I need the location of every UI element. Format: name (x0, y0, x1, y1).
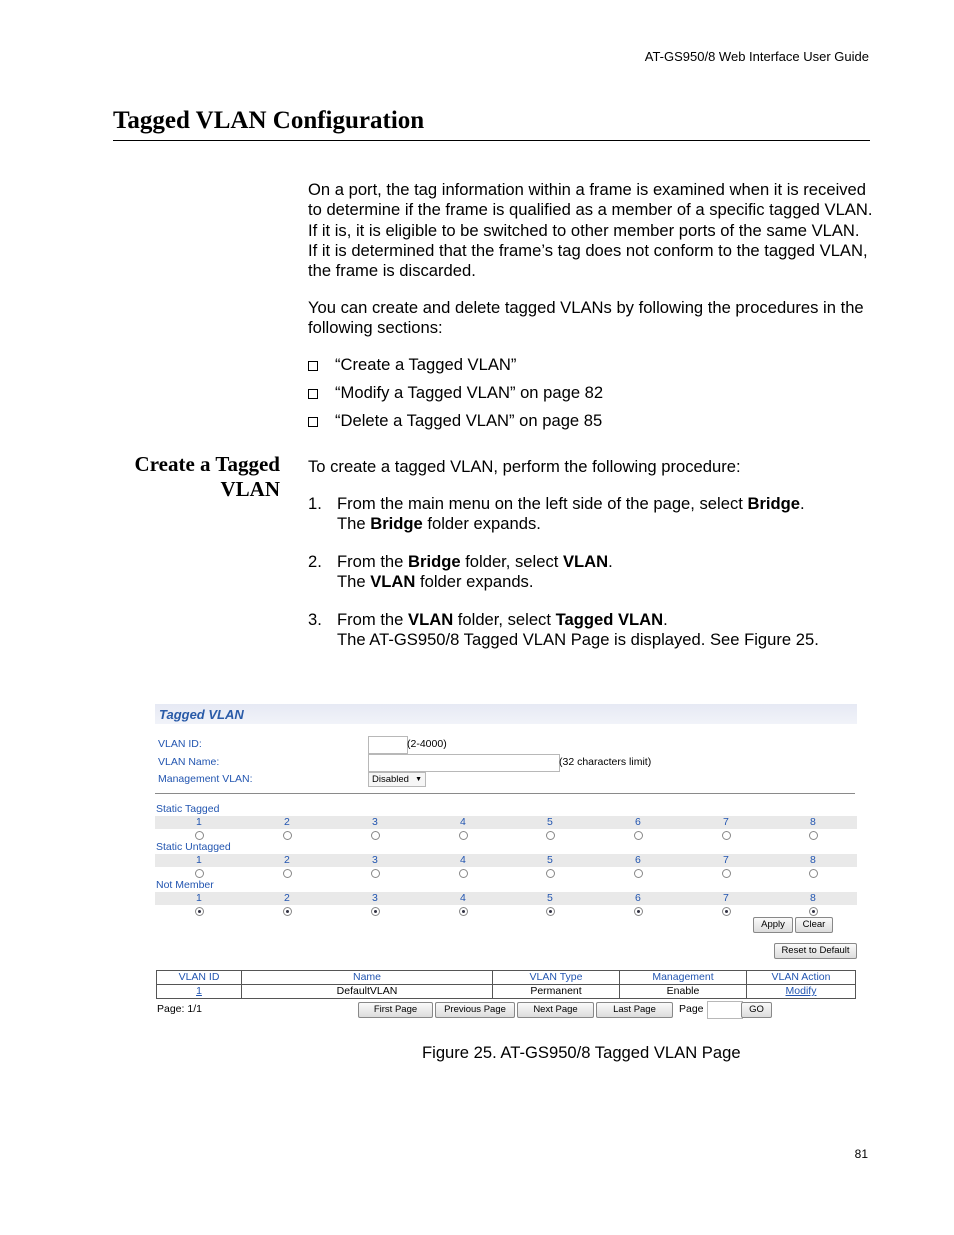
port-radio-button[interactable] (459, 869, 468, 878)
vlan-name-input[interactable] (368, 754, 560, 772)
port-number: 2 (284, 854, 290, 866)
vlan-name-label: VLAN Name: (158, 756, 220, 768)
subsection-title (90, 452, 280, 502)
clear-button[interactable]: Clear (795, 917, 833, 933)
vlan-action-cell[interactable] (747, 985, 856, 999)
port-number: 6 (635, 854, 641, 866)
port-radio-button[interactable] (195, 869, 204, 878)
previous-page-button[interactable]: Previous Page (435, 1002, 515, 1018)
apply-button[interactable]: Apply (753, 917, 793, 933)
intro-paragraph: On a port, the tag information within a frame is examined when it is received to determine if the frame is qualified as a member of a specific tagged VLAN. If it is, it is eligible to be switched to other member ports of the same VLAN. If it is determined that the frame’s tag does not conform to the tagged VLAN, the frame is discarded. (308, 180, 873, 281)
bullet-item (308, 411, 602, 431)
step-text: The (337, 572, 371, 592)
step-bold: Bridge (747, 494, 801, 513)
bullet-item (308, 383, 603, 403)
port-radio-button[interactable] (371, 831, 380, 840)
page-number-input[interactable] (707, 1001, 743, 1019)
port-radio-button[interactable] (283, 831, 292, 840)
go-button[interactable]: GO (741, 1002, 772, 1018)
management-vlan-label: Management VLAN: (158, 773, 253, 785)
step-text: From the (337, 610, 409, 629)
port-radio-button[interactable] (195, 907, 204, 916)
modify-link[interactable]: Modify (785, 985, 817, 997)
vlan-id-hint: (2-4000) (407, 738, 447, 750)
port-number: 4 (460, 816, 466, 828)
port-number: 6 (635, 816, 641, 828)
port-number: 6 (635, 892, 641, 904)
port-radio-button[interactable] (283, 869, 292, 878)
divider (155, 793, 855, 794)
step-text: folder, select (453, 610, 556, 629)
title-rule (113, 140, 870, 141)
step-bold: VLAN (408, 610, 454, 629)
column-header: VLAN Action (747, 971, 856, 985)
bullet-text: “Modify a Tagged VLAN” on page 82 (335, 383, 604, 402)
port-number: 1 (196, 892, 202, 904)
table-header-row (157, 971, 856, 985)
bullet-text: “Create a Tagged VLAN” (335, 355, 517, 374)
port-radio-button[interactable] (459, 831, 468, 840)
panel-header (155, 704, 857, 724)
static-tagged-port-row (155, 816, 857, 829)
column-header: Name (242, 971, 493, 985)
checkbox-bullet-icon (308, 417, 318, 427)
port-number: 7 (723, 816, 729, 828)
figure-caption: Figure 25. AT-GS950/8 Tagged VLAN Page (422, 1043, 741, 1062)
step-text: The (337, 514, 371, 534)
step-text: . (608, 552, 613, 571)
running-header: AT-GS950/8 Web Interface User Guide (644, 49, 869, 64)
port-number: 5 (547, 892, 553, 904)
port-number: 1 (196, 816, 202, 828)
bullet-text: “Delete a Tagged VLAN” on page 85 (335, 411, 603, 430)
next-page-button[interactable]: Next Page (517, 1002, 594, 1018)
not-member-port-row (155, 892, 857, 905)
port-radio-button[interactable] (722, 831, 731, 840)
port-radio-button[interactable] (634, 869, 643, 878)
step-text: . (663, 610, 668, 629)
port-number: 8 (810, 816, 816, 828)
step-text: . (800, 494, 805, 513)
vlan-table (156, 970, 856, 999)
column-header: Management (620, 971, 747, 985)
port-radio-button[interactable] (634, 831, 643, 840)
name-cell: DefaultVLAN (242, 985, 493, 999)
vlan-id-cell[interactable] (157, 985, 242, 999)
step-text: From the main menu on the left side of the page, select (337, 494, 748, 513)
port-number: 8 (810, 892, 816, 904)
step-text: folder expands. (422, 514, 541, 534)
step-2 (308, 552, 613, 593)
port-number: 2 (284, 816, 290, 828)
port-radio-button[interactable] (809, 831, 818, 840)
port-radio-button[interactable] (722, 869, 731, 878)
step-bold: VLAN (370, 572, 416, 592)
vlan-type-cell: Permanent (493, 985, 620, 999)
subsection-title-line2: VLAN (220, 477, 280, 501)
last-page-button[interactable]: Last Page (596, 1002, 673, 1018)
procedures-paragraph: You can create and delete tagged VLANs by following the procedures in the following sections: (308, 298, 864, 338)
dropdown-arrow-icon: ▼ (415, 776, 422, 783)
port-number: 5 (547, 854, 553, 866)
port-radio-button[interactable] (283, 907, 292, 916)
port-radio-button[interactable] (546, 907, 555, 916)
step-text: folder expands. (415, 572, 534, 592)
step-text: The AT-GS950/8 Tagged VLAN Page is displayed. See Figure 25. (337, 630, 819, 650)
section-title: Tagged VLAN Configuration (113, 107, 425, 134)
step-number: 1. (308, 494, 322, 513)
step-number: 3. (308, 610, 322, 629)
port-radio-button[interactable] (809, 869, 818, 878)
port-number: 7 (723, 854, 729, 866)
port-radio-button[interactable] (371, 869, 380, 878)
checkbox-bullet-icon (308, 361, 318, 371)
checkbox-bullet-icon (308, 389, 318, 399)
step-bold: Bridge (370, 514, 423, 534)
port-radio-button[interactable] (546, 831, 555, 840)
management-vlan-select[interactable] (368, 772, 426, 787)
column-header: VLAN ID (157, 971, 242, 985)
step-bold: Tagged VLAN (555, 610, 664, 629)
first-page-button[interactable]: First Page (358, 1002, 433, 1018)
port-radio-button[interactable] (722, 907, 731, 916)
port-radio-button[interactable] (195, 831, 204, 840)
step-text: From the (337, 552, 409, 571)
port-radio-button[interactable] (546, 869, 555, 878)
page-label: Page (679, 1003, 704, 1015)
port-number: 7 (723, 892, 729, 904)
port-number: 4 (460, 892, 466, 904)
page-info: Page: 1/1 (157, 1003, 202, 1015)
step-1 (308, 494, 805, 535)
static-untagged-port-row (155, 854, 857, 867)
step-bold: Bridge (408, 552, 461, 571)
vlan-name-hint: (32 characters limit) (559, 756, 652, 768)
port-radio-button[interactable] (459, 907, 468, 916)
column-header: VLAN Type (493, 971, 620, 985)
step-3 (308, 610, 819, 651)
port-number: 3 (372, 854, 378, 866)
port-radio-button[interactable] (809, 907, 818, 916)
static-tagged-label: Static Tagged (156, 803, 220, 815)
vlan-id-input[interactable] (368, 736, 408, 754)
subsection-intro: To create a tagged VLAN, perform the following procedure: (308, 457, 741, 476)
table-row (157, 985, 856, 999)
port-number: 3 (372, 816, 378, 828)
step-text: folder, select (460, 552, 563, 571)
port-number: 2 (284, 892, 290, 904)
panel-title: Tagged VLAN (159, 707, 244, 722)
static-untagged-label: Static Untagged (156, 841, 231, 853)
port-number: 4 (460, 854, 466, 866)
port-number: 5 (547, 816, 553, 828)
subsection-title-line1: Create a Tagged (134, 452, 280, 476)
step-number: 2. (308, 552, 322, 571)
reset-to-default-button[interactable]: Reset to Default (774, 943, 857, 959)
bullet-item (308, 355, 516, 375)
page-number: 81 (854, 1147, 868, 1161)
port-radio-button[interactable] (371, 907, 380, 916)
port-number: 1 (196, 854, 202, 866)
management-vlan-value: Disabled (372, 774, 409, 785)
port-number: 8 (810, 854, 816, 866)
tagged-vlan-figure (155, 702, 858, 1022)
vlan-id-link[interactable]: 1 (196, 985, 202, 997)
not-member-label: Not Member (156, 879, 214, 891)
management-cell: Enable (620, 985, 747, 999)
step-bold: VLAN (562, 552, 609, 571)
port-radio-button[interactable] (634, 907, 643, 916)
port-number: 3 (372, 892, 378, 904)
vlan-id-label: VLAN ID: (158, 738, 202, 750)
